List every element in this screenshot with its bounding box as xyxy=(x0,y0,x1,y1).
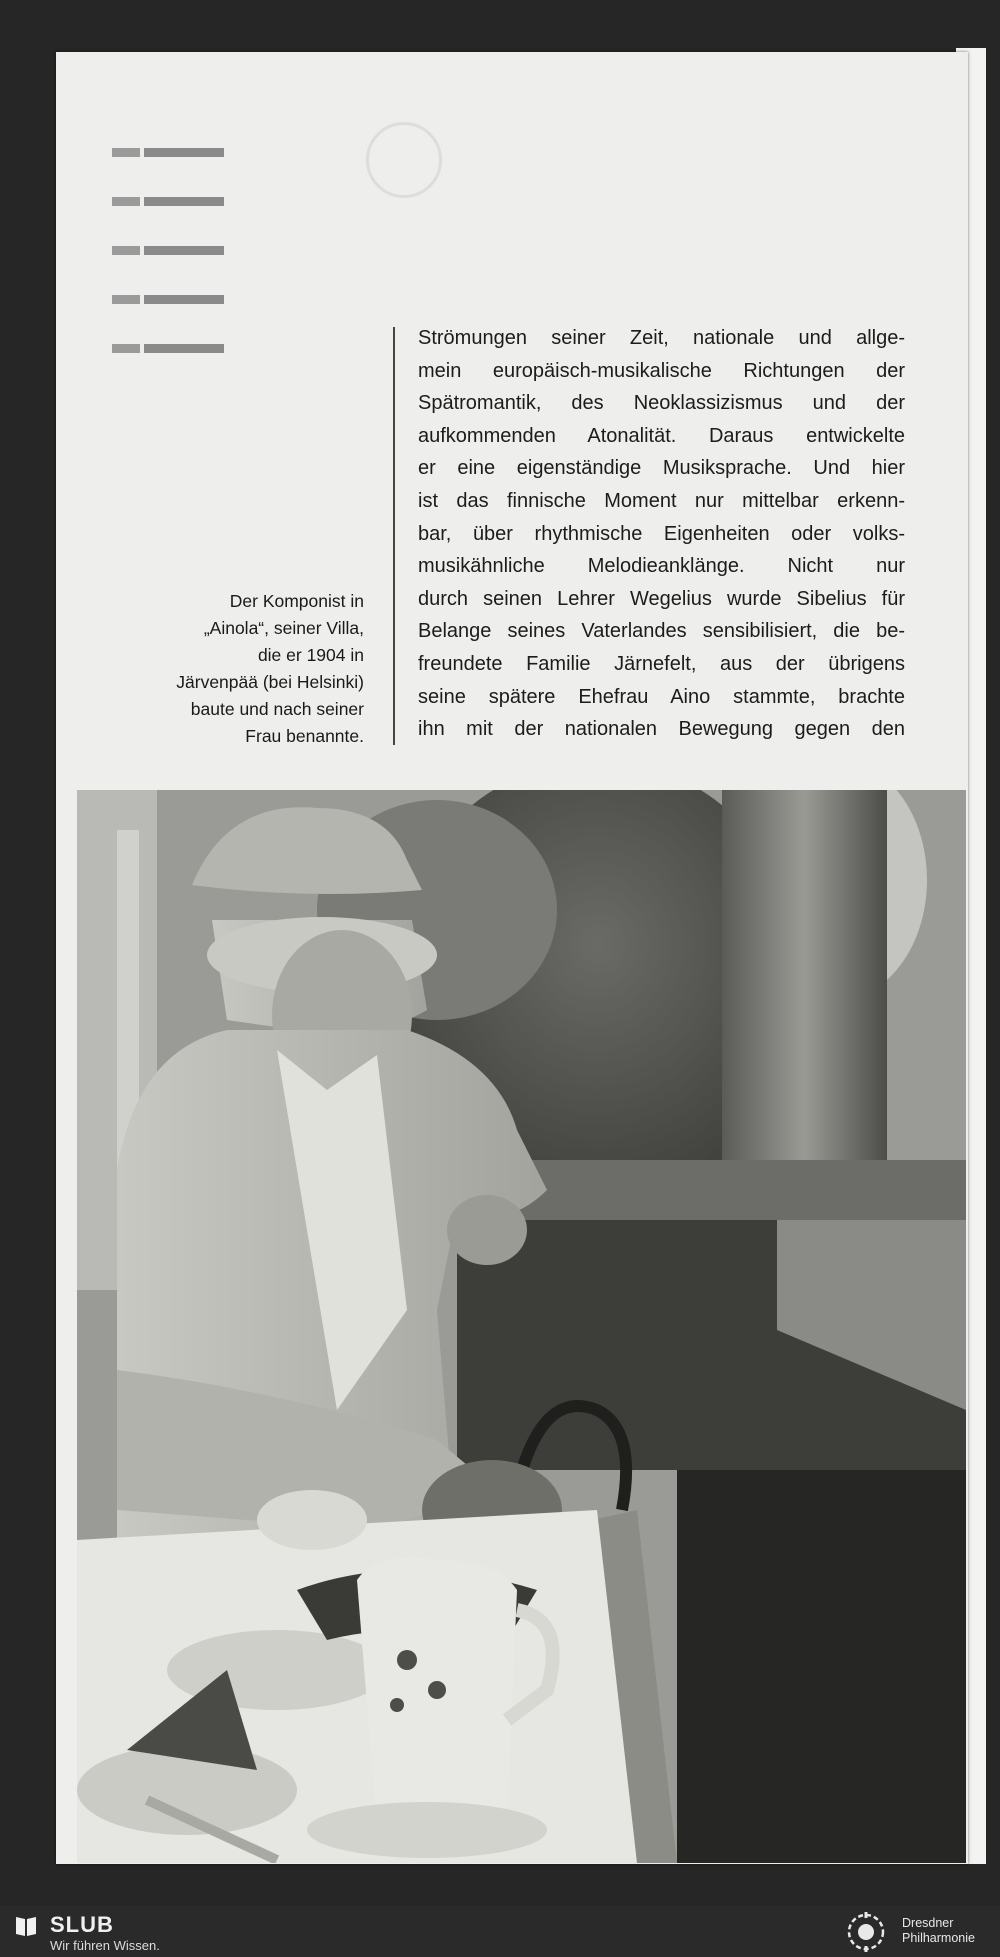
show-through-logo-circle xyxy=(366,122,442,198)
slub-book-icon xyxy=(14,1914,38,1938)
caption-line: Frau benannte. xyxy=(245,726,364,746)
caption-line: Järvenpää (bei Helsinki) xyxy=(176,672,364,692)
photo-caption xyxy=(160,588,364,750)
partner-name xyxy=(902,1916,998,1946)
text-line: ihn mit der nationalen Bewegung gegen den xyxy=(418,718,905,741)
column-divider xyxy=(393,327,395,745)
footer-bar xyxy=(0,1906,1000,1957)
composer-photo xyxy=(77,790,966,1863)
text-line: ist das finnische Moment nur mittelbar erkenn- xyxy=(418,489,905,512)
text-line: Spätromantik, des Neoklassizismus und der xyxy=(418,392,905,415)
library-name: SLUB xyxy=(50,1912,114,1937)
caption-line: „Ainola“, seiner Villa, xyxy=(203,618,364,638)
text-line: freundete Familie Järnefelt, aus der übrigens xyxy=(418,652,905,675)
text-line: seine spätere Ehefrau Aino stammte, brachte xyxy=(418,685,905,708)
library-tagline: Wir führen Wissen. xyxy=(50,1938,160,1953)
text-line: bar, über rhythmische Eigenheiten oder volks- xyxy=(418,522,905,545)
caption-line: baute und nach seiner xyxy=(190,699,364,719)
body-text xyxy=(418,322,905,746)
partner-name-line2: Philharmonie xyxy=(902,1931,975,1945)
text-line: er eine eigenständige Musiksprache. Und hier xyxy=(418,457,905,480)
partner-name-line1: Dresdner xyxy=(902,1916,954,1930)
text-line: musikähnliche Melodieanklänge. Nicht nur xyxy=(418,555,905,578)
text-line: mein europäisch-musikalische Richtungen der xyxy=(418,359,905,382)
composer-photo-illustration xyxy=(77,790,966,1863)
caption-line: die er 1904 in xyxy=(257,645,364,665)
caption-line: Der Komponist in xyxy=(229,591,364,611)
dresdner-philharmonie-logo xyxy=(840,1912,892,1952)
text-line: durch seinen Lehrer Wegelius wurde Sibelius für xyxy=(418,587,905,610)
text-line: Belange seines Vaterlandes sensibilisiert, die be- xyxy=(418,620,905,643)
text-line: Strömungen seiner Zeit, nationale und allge- xyxy=(418,327,905,349)
text-line: aufkommenden Atonalität. Daraus entwickelte xyxy=(418,424,905,447)
